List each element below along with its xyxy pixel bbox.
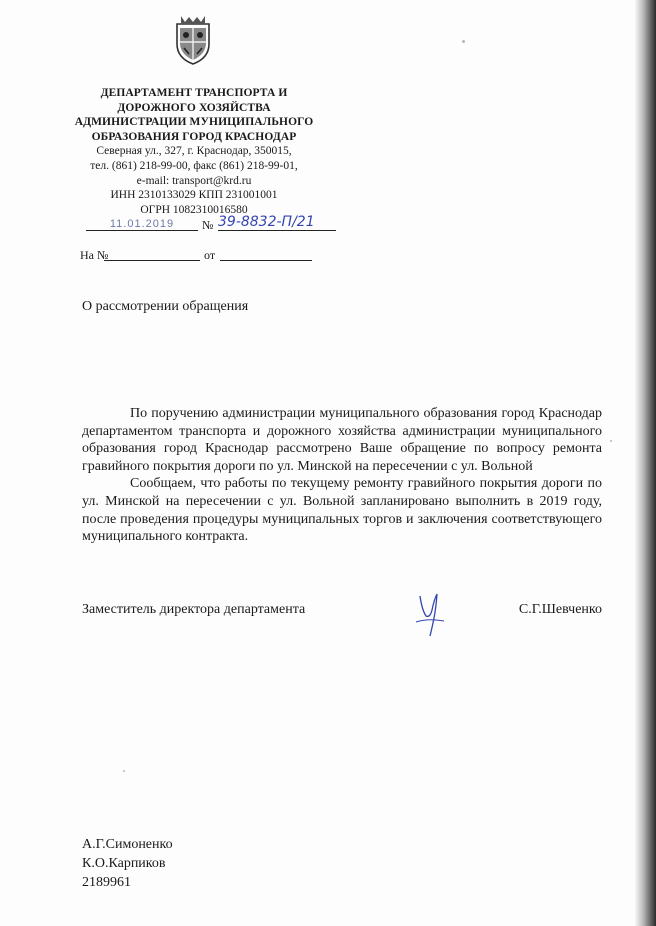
scan-speck	[462, 40, 465, 43]
letter-subject: О рассмотрении обращения	[82, 299, 249, 314]
reference-number-blank	[104, 260, 200, 261]
executor-name: А.Г.Симоненко	[82, 837, 173, 852]
signatory-name: С.Г.Шевченко	[518, 602, 602, 617]
org-ogrn: ОГРН 1082310016580	[140, 203, 248, 216]
scan-speck	[610, 440, 612, 442]
reference-date-label: от	[204, 248, 216, 262]
scan-speck	[123, 770, 125, 772]
letter-body	[82, 405, 602, 546]
registration-date-stamp: 11.01.2019	[86, 218, 198, 231]
reference-number-label: На №	[80, 248, 109, 262]
org-name-line: ДЕПАРТАМЕНТ ТРАНСПОРТА И	[100, 87, 288, 99]
number-sign: №	[202, 218, 214, 232]
executor-name: К.О.Карпиков	[82, 856, 166, 871]
reference-line	[80, 248, 320, 264]
handwritten-signature	[410, 588, 450, 638]
org-email: e-mail: transport@krd.ru	[136, 174, 252, 187]
registration-number: 39-8832-П/21	[218, 214, 336, 231]
body-paragraph: Сообщаем, что работы по текущему ремонту гравийного покрытия дороги по ул. Минской на пересечении с ул. Вольной запланировано выполнить в 2019 году, после проведения процедуры муниципальных торгов и заключения соответствующего муниципального контракта.	[82, 476, 602, 545]
signature-block	[82, 602, 602, 622]
coat-of-arms-icon	[171, 14, 215, 66]
org-name-line: АДМИНИСТРАЦИИ МУНИЦИПАЛЬНОГО	[74, 116, 314, 129]
org-phone: тел. (861) 218-99-00, факс (861) 218-99-01,	[90, 159, 298, 172]
body-paragraph: По поручению администрации муниципального образования город Краснодар департаментом транспорта и дорожного хозяйства администрации муниципального образования город Краснодар рассмотрено Ваше обращение по вопросу ремонта гравийного покрытия дороги по ул. Минской на пересечении с ул. Вольной	[82, 406, 602, 474]
org-name-line: ОБРАЗОВАНИЯ ГОРОД КРАСНОДАР	[91, 130, 297, 143]
department-header	[70, 86, 318, 217]
signatory-position: Заместитель директора департамента	[82, 602, 306, 617]
registration-line	[86, 214, 336, 236]
org-inn-kpp: ИНН 2310133029 КПП 231001001	[110, 189, 278, 202]
org-name-line: ДОРОЖНОГО ХОЗЯЙСТВА	[117, 101, 271, 114]
reference-date-blank	[220, 260, 312, 261]
executors-block	[82, 835, 173, 892]
executor-phone: 2189961	[82, 875, 131, 890]
org-address: Северная ул., 327, г. Краснодар, 350015,	[96, 145, 292, 158]
scan-border-shadow	[634, 0, 656, 926]
